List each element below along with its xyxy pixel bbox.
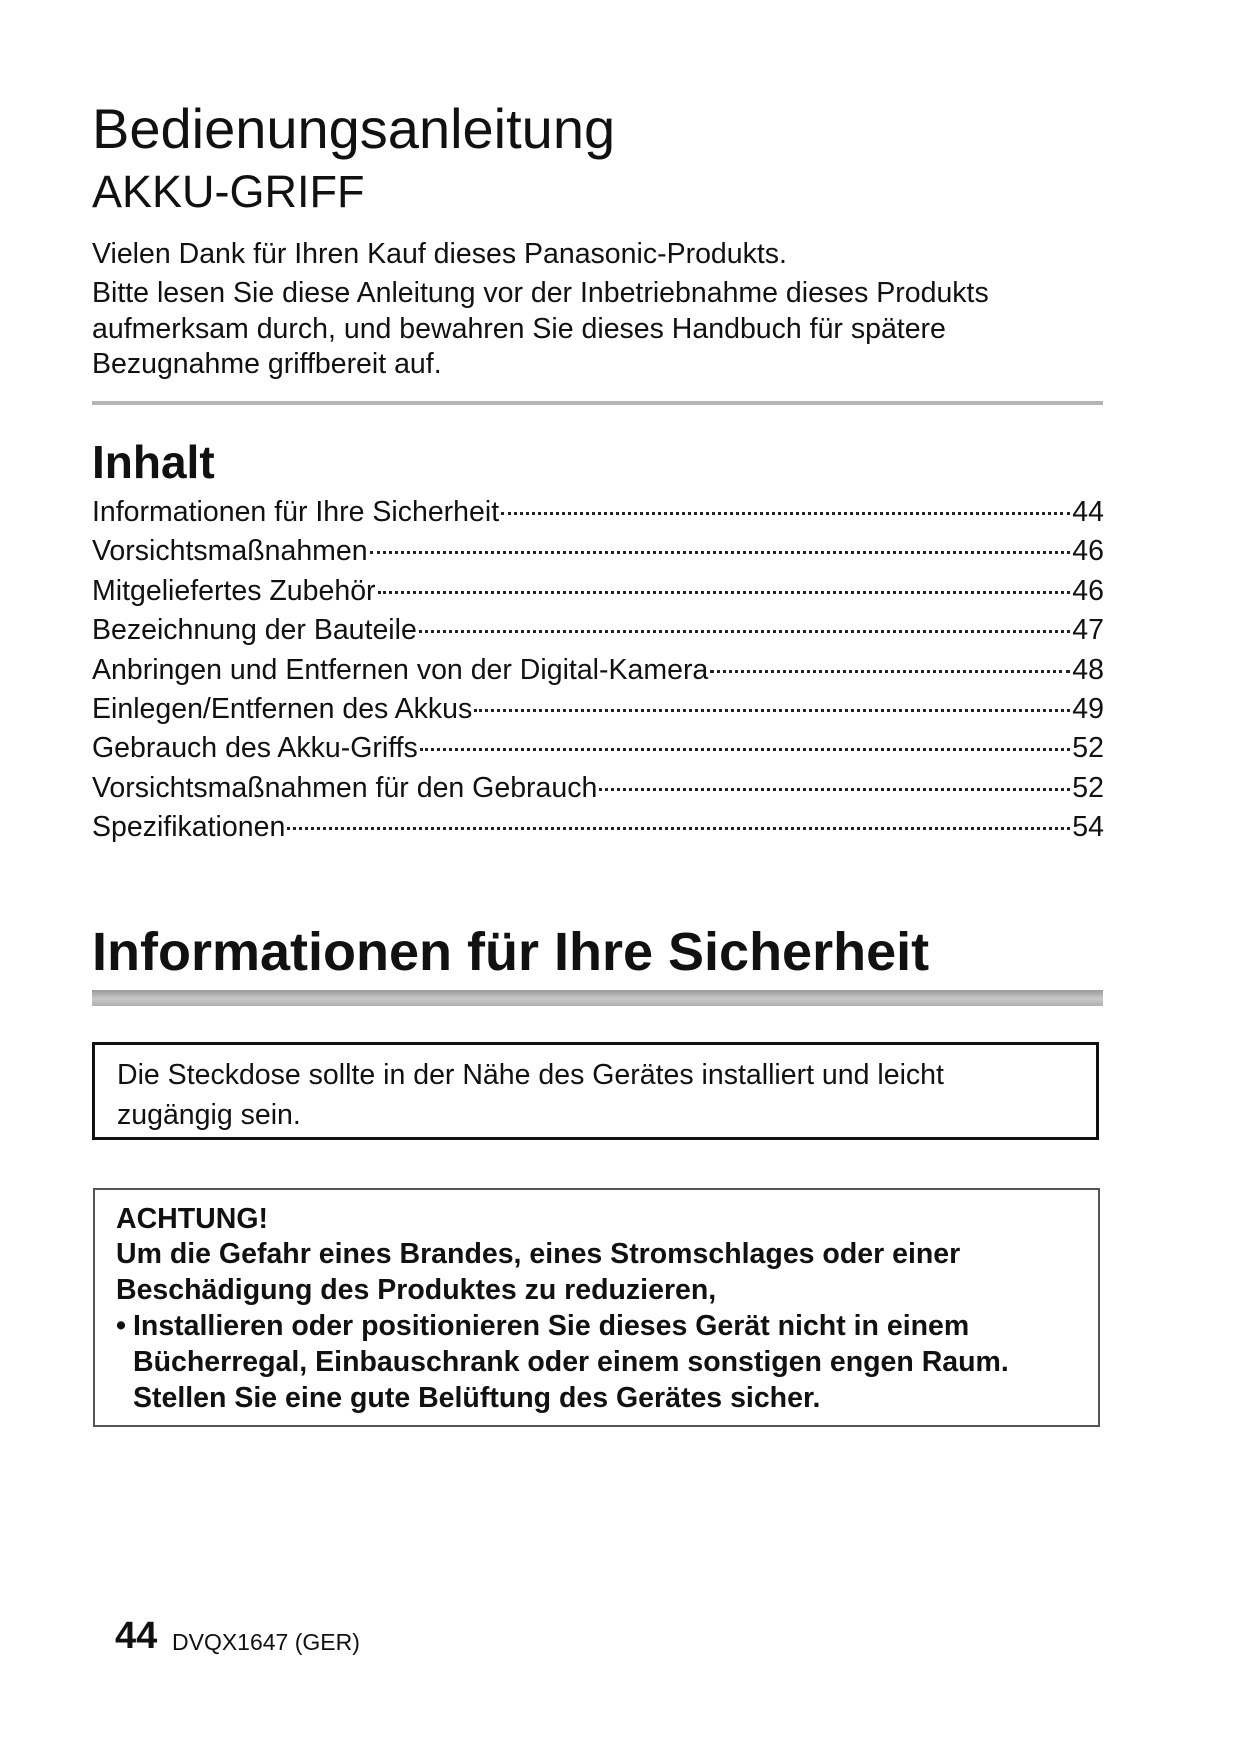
intro-thanks: Vielen Dank für Ihren Kauf dieses Panasonic-Produkts. (92, 238, 787, 270)
toc-leader-dots (370, 545, 1071, 554)
warning-heading: ACHTUNG! (116, 1203, 268, 1235)
toc-leader-dots (420, 742, 1071, 751)
toc-leader-dots (501, 506, 1070, 515)
document-title: Bedienungsanleitung (92, 97, 616, 160)
toc-entry-page: 44 (1072, 496, 1104, 528)
toc-entry-page: 46 (1072, 535, 1104, 568)
toc-entry-page: 47 (1072, 614, 1104, 647)
toc-heading: Inhalt (92, 436, 215, 488)
toc-entry-label: Vorsichtsmaßnahmen für den Gebrauch (92, 771, 598, 804)
warning-intro: Um die Gefahr eines Brandes, eines Stromschlages oder einer Beschädigung des Produktes zu reduzieren, (116, 1238, 961, 1306)
page-number: 44 (115, 1615, 158, 1657)
toc-entry-label: Informationen für Ihre Sicherheit (92, 496, 500, 528)
toc-entry-page: 49 (1072, 692, 1104, 725)
toc-leader-dots (599, 782, 1070, 791)
toc-entry-page: 52 (1072, 771, 1104, 804)
toc-entry-label: Gebrauch des Akku-Griffs (92, 732, 418, 765)
toc-entry-page: 52 (1072, 732, 1104, 765)
section-divider-bar (92, 990, 1103, 1006)
toc-entry[interactable] (92, 532, 1104, 571)
notice-box (92, 1042, 1099, 1140)
warning-box (93, 1188, 1100, 1427)
intro-instructions: Bitte lesen Sie diese Anleitung vor der Inbetriebnahme dieses Produkts aufmerksam durch, und bewahren Sie dieses Handbuch für spätere Bezugnahme griffbereit auf. (92, 277, 989, 380)
toc-entry-label: Vorsichtsmaßnahmen (92, 535, 368, 568)
toc-entry-page: 46 (1072, 574, 1104, 607)
document-code: DVQX1647 (GER) (172, 1629, 360, 1655)
toc-entry[interactable] (92, 493, 1104, 532)
toc-entry[interactable] (92, 651, 1104, 690)
toc-leader-dots (378, 585, 1071, 594)
toc-leader-dots (287, 821, 1070, 830)
toc-entry-label: Anbringen und Entfernen von der Digital-Kamera (92, 653, 709, 686)
toc-entry-label: Spezifikationen (92, 811, 286, 844)
toc-entry[interactable] (92, 572, 1104, 611)
toc-entry-page: 54 (1072, 811, 1104, 844)
toc-entry-label: Einlegen/Entfernen des Akkus (92, 692, 473, 725)
table-of-contents (92, 493, 1104, 848)
toc-leader-dots (474, 703, 1070, 712)
toc-entry[interactable] (92, 729, 1104, 768)
divider-line (92, 401, 1103, 405)
toc-entry[interactable] (92, 690, 1104, 729)
warning-bullet-text: Installieren oder positionieren Sie dieses Gerät nicht in einem Bücherregal, Einbauschrank oder einem sonstigen engen Raum. Stellen Sie eine gute Belüftung des Gerätes sicher. (133, 1310, 1009, 1414)
toc-entry[interactable] (92, 808, 1104, 847)
warning-bullet-item (116, 1308, 1081, 1416)
toc-leader-dots (419, 624, 1070, 633)
toc-entry-label: Mitgeliefertes Zubehör (92, 574, 376, 607)
notice-text: Die Steckdose sollte in der Nähe des Gerätes installiert und leicht zugängig sein. (117, 1059, 944, 1131)
toc-leader-dots (710, 664, 1070, 673)
toc-entry-label: Bezeichnung der Bauteile (92, 614, 417, 647)
toc-entry-page: 48 (1072, 653, 1104, 686)
section-heading: Informationen für Ihre Sicherheit (92, 922, 930, 982)
toc-entry[interactable] (92, 769, 1104, 808)
product-name: AKKU-GRIFF (92, 166, 365, 217)
bullet-icon: • (116, 1310, 126, 1342)
toc-entry[interactable] (92, 611, 1104, 650)
